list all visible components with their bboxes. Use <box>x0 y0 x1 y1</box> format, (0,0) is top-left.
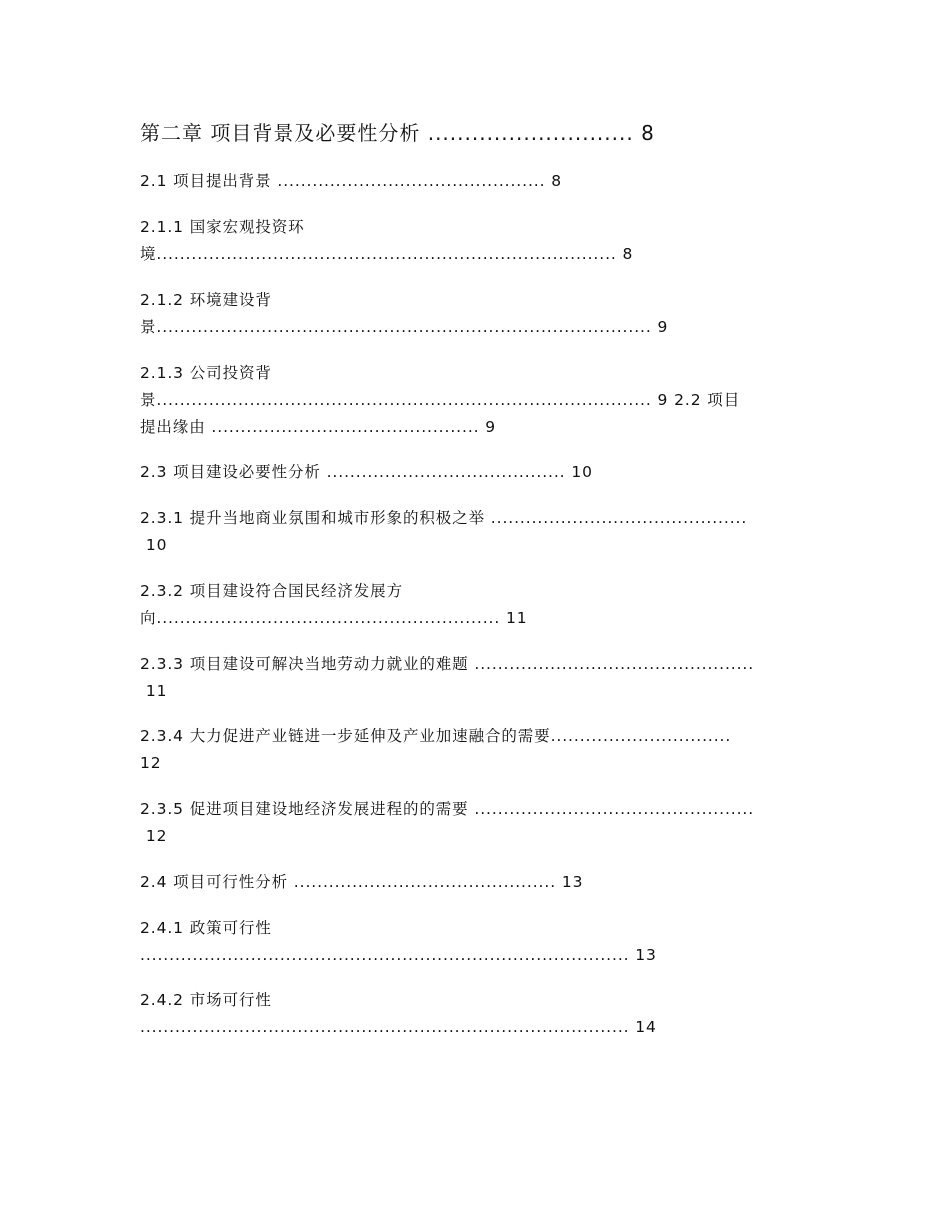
toc-entry-2-4-2-line1[interactable]: 2.4.2 市场可行性 <box>140 991 272 1009</box>
toc-entry-2-4[interactable]: 2.4 项目可行性分析 ............................................. 13 <box>140 873 584 891</box>
toc-entry-2-1-3-line1[interactable]: 2.1.3 公司投资背 <box>140 364 272 382</box>
toc-entry-2-3-4-line1[interactable]: 2.3.4 大力促进产业链进一步延伸及产业加速融合的需要............................... <box>140 727 732 745</box>
toc-entry-2-3-1-line1[interactable]: 2.3.1 提升当地商业氛围和城市形象的积极之举 ............................................ <box>140 509 748 527</box>
toc-chapter-2[interactable]: 第二章 项目背景及必要性分析 ............................ 8 <box>140 121 655 145</box>
toc-entry-2-3-3-page[interactable]: 11 <box>140 682 168 700</box>
toc-entry-2-2[interactable]: 提出缘由 .............................................. 9 <box>140 418 497 436</box>
toc-entry-2-3-1-page[interactable]: 10 <box>140 536 168 554</box>
toc-entry-2-1-1-line1[interactable]: 2.1.1 国家宏观投资环 <box>140 218 305 236</box>
toc-entry-2-3-3-line1[interactable]: 2.3.3 项目建设可解决当地劳动力就业的难题 ................................................ <box>140 655 755 673</box>
toc-entry-2-4-1-line1[interactable]: 2.4.1 政策可行性 <box>140 919 272 937</box>
toc-entry-2-3[interactable]: 2.3 项目建设必要性分析 ......................................... 10 <box>140 463 593 481</box>
toc-entry-2-3-2-line1[interactable]: 2.3.2 项目建设符合国民经济发展方 <box>140 582 403 600</box>
toc-entry-2-3-5-line1[interactable]: 2.3.5 促进项目建设地经济发展进程的的需要 ................................................ <box>140 800 755 818</box>
toc-entry-2-3-5-page[interactable]: 12 <box>140 827 168 845</box>
toc-entry-2-1[interactable]: 2.1 项目提出背景 .............................................. 8 <box>140 172 563 190</box>
toc-entry-2-4-1-line2[interactable]: .................................................................................... 13 <box>140 946 657 964</box>
toc-entry-2-3-4-page[interactable]: 12 <box>140 754 162 772</box>
toc-entry-2-1-3-line2[interactable]: 景..................................................................................... 9 2.2 项目 <box>140 391 741 409</box>
toc-entry-2-1-2-line2[interactable]: 景..................................................................................... 9 <box>140 318 669 336</box>
toc-entry-2-4-2-line2[interactable]: .................................................................................... 14 <box>140 1018 657 1036</box>
toc-entry-2-1-2-line1[interactable]: 2.1.2 环境建设背 <box>140 291 272 309</box>
toc-entry-2-3-2-line2[interactable]: 向........................................................... 11 <box>140 609 528 627</box>
toc-entry-2-1-1-line2[interactable]: 境............................................................................... 8 <box>140 245 634 263</box>
